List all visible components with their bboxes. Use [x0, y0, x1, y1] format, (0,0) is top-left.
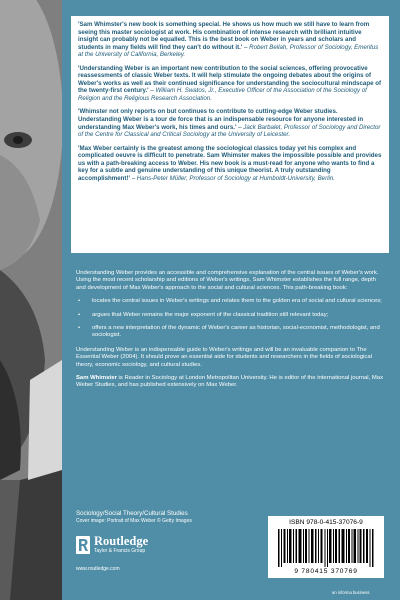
endorsement-quote: 'Sam Whimster's new book is something special. He shows us how much we still have to learn from seeing this master sociologist at work. His combination of intense research with brilliant intuitive insight can probably not be equalled. This is the best book on Weber in years and scholars and students in many fields will find they can't do without it.' – Robert Bellah, Professor of Sociology, Emeritus at the University of California, Berkeley. — [78, 21, 379, 59]
endorsement-quote: 'Whimster not only reports on but continues to contribute to cutting-edge Weber studies. Understanding Weber is a tour de force that is an indispensable resource for anyone interested in understanding Max Weber's work, his times and ours.' – Jack Barbalet, Professor of Sociology and Director of the Centre for Classical and Critical Sociology at the University of Leicester. — [78, 108, 381, 139]
cover-image-credit: Cover image: Portrait of Max Weber © Getty Images — [76, 518, 192, 524]
endorsement-quote: 'Understanding Weber is an important new contribution to the social sciences, offering provocative reassessments of classic Weber texts. It will help stimulate the ongoing debates about the origins of Weber's works as well as their continued significance for understanding the sociocultural mindscape of the twenty-first century.' – William H. Swatos, Jr., Executive Officer of the Association of the Sociology of Religion and the Religious Research Association. — [78, 64, 381, 102]
book-description — [76, 270, 386, 396]
cover-portrait-image — [0, 0, 62, 600]
isbn-label: ISBN 978-0-415-37076-9 — [289, 519, 363, 526]
informa-tagline: an informa business — [332, 590, 370, 595]
subject-categories: Sociology/Social Theory/Cultural Studies — [76, 510, 188, 517]
barcode-panel — [268, 516, 384, 578]
bullet-icon: • — [78, 325, 81, 332]
endorsement-quotes-box — [69, 14, 391, 255]
barcode-number: 9 780415 370769 — [294, 568, 358, 575]
description-intro: Understanding Weber provides an accessible and comprehensive explanation of the central issues of Weber's work. Using the most recent scholarship and editions of Weber's writings, Sam Whimster establishes the full range, depth and development of Max Weber's approach to the social and cultural sciences. This path-breaking book: — [76, 270, 379, 291]
author-name: Sam Whimster — [76, 375, 117, 382]
endorsement-quote: 'Max Weber certainly is the greatest among the sociological classics today yet his complex and complicated oeuvre is difficult to penetrate. Sam Whimster makes the impossible possible and provides us with a path-breaking access to Weber. His new book is a must-read for anyone who wants to find a key for a subtle and genuine understanding of this unique theorist. A truly outstanding accomplishment!' – Hans-Peter Müller, Professor of Sociology at Humboldt-University, Berlin. — [78, 144, 382, 182]
bullet-icon: • — [78, 298, 81, 305]
back-cover-footer — [76, 510, 391, 595]
bullet-icon: • — [78, 311, 81, 318]
routledge-logo-icon — [76, 536, 90, 554]
barcode-icon — [278, 529, 374, 567]
publisher-name: Routledge — [94, 534, 149, 548]
publisher-group: Taylor & Francis Group — [94, 548, 146, 554]
publisher-website: www.routledge.com — [76, 566, 120, 572]
description-closing: Understanding Weber is an indispensable guide to Weber's writings and will be an invaluable companion to The Essential Weber (2004). It should prove an essential aide for students and researchers in the fields of sociological theory, economic sociology, and cultural studies. — [76, 346, 372, 368]
author-bio: Sam Whimster is Reader in Sociology at London Metropolitan University. He is editor of the international journal, Max Weber Studies, and has published extensively on Max Weber. — [76, 375, 384, 389]
list-item: • locates the central issues in Weber's writings and relates them to the golden era of social and cultural sciences; — [78, 298, 382, 305]
list-item: • argues that Weber remains the major exponent of the classical tradition still relevant today; — [78, 311, 329, 318]
feature-list — [76, 298, 386, 340]
publisher-logo — [76, 534, 216, 564]
list-item: • offers a new interpretation of the dynamic of Weber's career as historian, social-economist, methodologist, and sociologist. — [78, 325, 380, 339]
